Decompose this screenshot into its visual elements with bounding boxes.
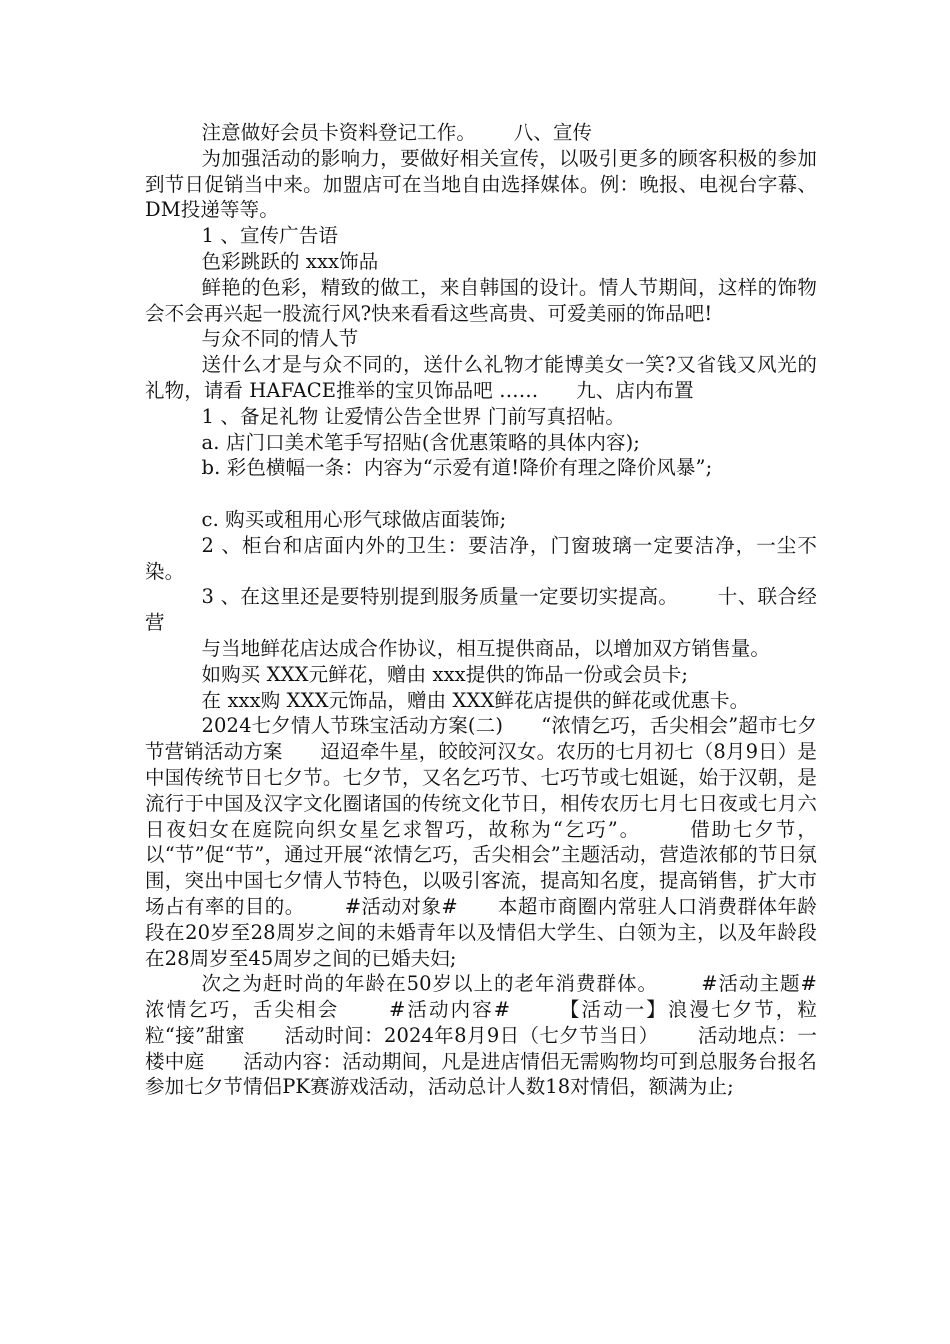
paragraph: 如购买 XXX元鲜花，赠由 xxx提供的饰品一份或会员卡; xyxy=(201,662,689,686)
document-body xyxy=(145,120,855,1100)
paragraph: 3 、在这里还是要特别提到服务质量一定要切实提高。 十、联合经营 xyxy=(145,585,817,635)
paragraph: c. 购买或租用心形气球做店面装饰; xyxy=(201,507,507,531)
paragraph: 2024七夕情人节珠宝活动方案(二) “浓情乞巧，舌尖相会”超市七夕节营销活动方案 迢迢牵牛星，皎皎河汉女。农历的七月初七（8月9日）是中国传统节日七夕节。七夕节，又名乞巧节、七巧节或七姐诞，始于汉朝，是流行于中国及汉字文化圈诸国的传统文化节日，相传农历七月七日夜或七月六日夜妇女在庭院向织女星乞求智巧，故称为“乞巧”。 借助七夕节，以“节”促“节”，通过开展“浓情乞巧，舌尖相会”主题活动，营造浓郁的节日氛围，突出中国七夕情人节特色，以吸引客流，提高知名度，提高销售，扩大市场占有率的目的。 #活动对象# 本超市商圈内常驻人口消费群体年龄段在20岁至28周岁之间的未婚青年以及情侣大学生、白领为主，以及年龄段在28周岁至45周岁之间的已婚夫妇; xyxy=(145,714,817,970)
paragraph: 注意做好会员卡资料登记工作。 八、宣传 xyxy=(201,121,593,144)
paragraph: a. 店门口美术笔手写招贴(含优惠策略的具体内容); xyxy=(201,430,640,454)
paragraph: 次之为赶时尚的年龄在50岁以上的老年消费群体。 #活动主题# 浓情乞巧，舌尖相会 #活动内容# 【活动一】浪漫七夕节，粒粒“接”甜蜜 活动时间：2024年8月9日（七夕节当日） 活动地点：一楼中庭 活动内容：活动期间，凡是进店情侣无需购物均可到总服务台报名参加七夕节情侣PK赛游戏活动，活动总计人数18对情侣，额满为止; xyxy=(145,972,855,1099)
paragraph: 与当地鲜花店达成合作协议，相互提供商品，以增加双方销售量。 xyxy=(201,636,770,660)
paragraph: 2 、柜台和店面内外的卫生：要洁净，门窗玻璃一定要洁净，一尘不染。 xyxy=(145,533,817,583)
paragraph: 1 、宣传广告语 xyxy=(201,224,338,248)
blank-line xyxy=(145,481,817,507)
paragraph: b. 彩色横幅一条：内容为“示爱有道!降价有理之降价风暴”; xyxy=(201,456,713,480)
paragraph: 为加强活动的影响力，要做好相关宣传，以吸引更多的顾客积极的参加到节日促销当中来。加盟店可在当地自由选择媒体。例：晚报、电视台字幕、DM投递等等。 xyxy=(145,146,817,222)
paragraph: 送什么才是与众不同的，送什么礼物才能博美女一笑?又省钱又风光的礼物，请看 HAFACE推举的宝贝饰品吧 …… 九、店内布置 xyxy=(145,353,817,402)
paragraph: 色彩跳跃的 xxx饰品 xyxy=(201,249,379,273)
paragraph: 鲜艳的色彩，精致的做工，来自韩国的设计。情人节期间，这样的饰物会不会再兴起一股流行风?快来看看这些高贵、可爱美丽的饰品吧! xyxy=(145,275,817,325)
paragraph: 与众不同的情人节 xyxy=(201,327,359,351)
paragraph: 1 、备足礼物 让爱情公告全世界 门前写真招帖。 xyxy=(201,404,625,428)
paragraph: 在 xxx购 XXX元饰品，赠由 XXX鲜花店提供的鲜花或优惠卡。 xyxy=(201,688,750,712)
